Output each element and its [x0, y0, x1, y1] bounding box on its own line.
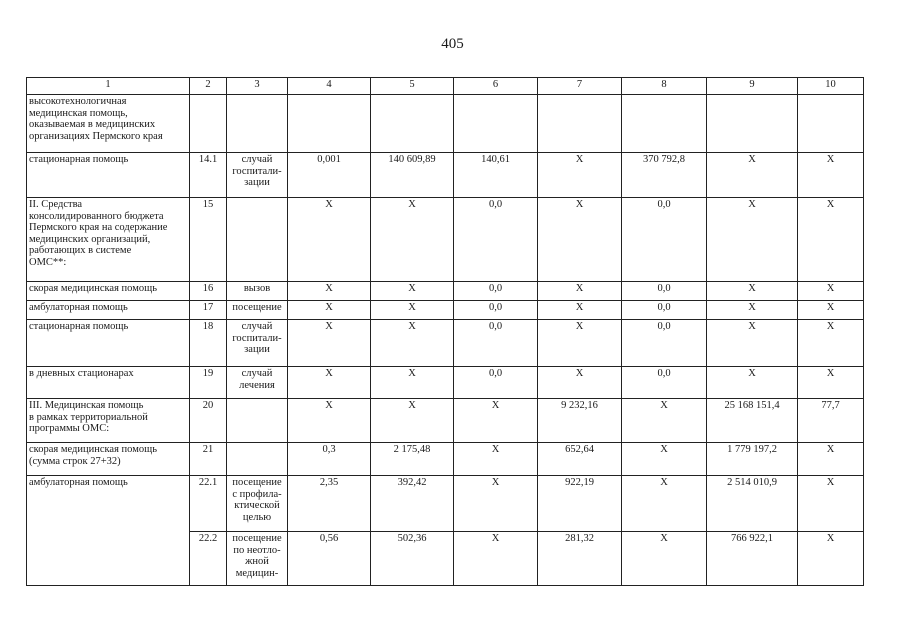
- value-cell: X: [538, 198, 622, 282]
- row-number: 15: [190, 198, 227, 282]
- value-cell: 281,32: [538, 532, 622, 586]
- value-cell: 0,0: [622, 198, 707, 282]
- value-cell: X: [538, 282, 622, 301]
- value-cell: 2 514 010,9: [707, 476, 798, 532]
- value-cell: X: [798, 301, 864, 320]
- value-cell: X: [707, 367, 798, 399]
- value-cell: 0,001: [288, 153, 371, 198]
- value-cell: 370 792,8: [622, 153, 707, 198]
- unit-cell: [227, 95, 288, 153]
- value-cell: 0,0: [454, 367, 538, 399]
- value-cell: 2 175,48: [371, 443, 454, 476]
- value-cell: [798, 95, 864, 153]
- value-cell: 0,0: [622, 367, 707, 399]
- value-cell: X: [798, 476, 864, 532]
- unit-cell: случай лечения: [227, 367, 288, 399]
- value-cell: X: [622, 476, 707, 532]
- row-label: в дневных стационарах: [27, 367, 190, 399]
- unit-cell: вызов: [227, 282, 288, 301]
- row-number: 17: [190, 301, 227, 320]
- value-cell: X: [707, 153, 798, 198]
- value-cell: X: [798, 153, 864, 198]
- value-cell: 0,3: [288, 443, 371, 476]
- value-cell: X: [707, 198, 798, 282]
- value-cell: X: [538, 301, 622, 320]
- value-cell: X: [798, 320, 864, 367]
- value-cell: X: [798, 367, 864, 399]
- value-cell: [538, 95, 622, 153]
- row-number: [190, 95, 227, 153]
- row-label: III. Медицинская помощь в рамках территориальной программы ОМС:: [27, 399, 190, 443]
- value-cell: X: [288, 301, 371, 320]
- value-cell: X: [622, 399, 707, 443]
- unit-cell: посещение с профила- ктической целью: [227, 476, 288, 532]
- table-row: [27, 532, 864, 586]
- column-header: 3: [227, 78, 288, 95]
- table-row: [27, 320, 864, 367]
- value-cell: 652,64: [538, 443, 622, 476]
- column-header: 10: [798, 78, 864, 95]
- value-cell: X: [798, 532, 864, 586]
- row-number: 22.1: [190, 476, 227, 532]
- row-number: 16: [190, 282, 227, 301]
- value-cell: 922,19: [538, 476, 622, 532]
- value-cell: X: [288, 282, 371, 301]
- column-header: 7: [538, 78, 622, 95]
- row-label: амбулаторная помощь: [27, 476, 190, 532]
- header-row: [27, 78, 864, 95]
- value-cell: 140,61: [454, 153, 538, 198]
- data-table: [26, 77, 864, 586]
- row-label: стационарная помощь: [27, 320, 190, 367]
- row-label: [27, 532, 190, 586]
- value-cell: X: [288, 320, 371, 367]
- value-cell: [288, 95, 371, 153]
- row-label: скорая медицинская помощь (сумма строк 27+32): [27, 443, 190, 476]
- unit-cell: случай госпитали- зации: [227, 153, 288, 198]
- value-cell: X: [622, 532, 707, 586]
- value-cell: X: [707, 301, 798, 320]
- value-cell: 0,0: [454, 320, 538, 367]
- table-row: [27, 301, 864, 320]
- value-cell: X: [707, 282, 798, 301]
- unit-cell: случай госпитали- зации: [227, 320, 288, 367]
- column-header: 1: [27, 78, 190, 95]
- value-cell: X: [538, 153, 622, 198]
- table-row: [27, 198, 864, 282]
- value-cell: X: [371, 282, 454, 301]
- unit-cell: [227, 399, 288, 443]
- row-number: 21: [190, 443, 227, 476]
- value-cell: X: [798, 198, 864, 282]
- column-header: 8: [622, 78, 707, 95]
- table-row: [27, 153, 864, 198]
- row-label: II. Средства консолидированного бюджета Пермского края на содержание медицинских организаций, работающих в системе ОМС**:: [27, 198, 190, 282]
- value-cell: X: [288, 399, 371, 443]
- value-cell: 0,0: [454, 282, 538, 301]
- unit-cell: [227, 198, 288, 282]
- value-cell: X: [622, 443, 707, 476]
- row-number: 20: [190, 399, 227, 443]
- value-cell: X: [707, 320, 798, 367]
- value-cell: [707, 95, 798, 153]
- value-cell: 25 168 151,4: [707, 399, 798, 443]
- row-number: 22.2: [190, 532, 227, 586]
- table-row: [27, 476, 864, 532]
- table-row: [27, 399, 864, 443]
- table-row: [27, 282, 864, 301]
- value-cell: X: [538, 320, 622, 367]
- value-cell: 2,35: [288, 476, 371, 532]
- value-cell: 0,56: [288, 532, 371, 586]
- value-cell: [622, 95, 707, 153]
- value-cell: 77,7: [798, 399, 864, 443]
- column-header: 9: [707, 78, 798, 95]
- page-number: 405: [441, 36, 464, 52]
- row-label: амбулаторная помощь: [27, 301, 190, 320]
- value-cell: 1 779 197,2: [707, 443, 798, 476]
- row-number: 14.1: [190, 153, 227, 198]
- value-cell: X: [454, 476, 538, 532]
- value-cell: [371, 95, 454, 153]
- value-cell: 502,36: [371, 532, 454, 586]
- value-cell: 9 232,16: [538, 399, 622, 443]
- value-cell: 0,0: [622, 301, 707, 320]
- column-header: 5: [371, 78, 454, 95]
- value-cell: X: [371, 399, 454, 443]
- value-cell: X: [454, 443, 538, 476]
- value-cell: 766 922,1: [707, 532, 798, 586]
- column-header: 2: [190, 78, 227, 95]
- row-label: высокотехнологичная медицинская помощь, оказываемая в медицинских организациях Пермского края: [27, 95, 190, 153]
- value-cell: X: [371, 320, 454, 367]
- unit-cell: посещение: [227, 301, 288, 320]
- value-cell: 0,0: [622, 282, 707, 301]
- value-cell: 392,42: [371, 476, 454, 532]
- value-cell: X: [454, 399, 538, 443]
- value-cell: X: [288, 198, 371, 282]
- value-cell: X: [798, 443, 864, 476]
- value-cell: X: [538, 367, 622, 399]
- column-header: 6: [454, 78, 538, 95]
- table-row: [27, 95, 864, 153]
- unit-cell: [227, 443, 288, 476]
- row-number: 18: [190, 320, 227, 367]
- value-cell: X: [371, 367, 454, 399]
- value-cell: X: [798, 282, 864, 301]
- value-cell: [454, 95, 538, 153]
- column-header: 4: [288, 78, 371, 95]
- value-cell: 0,0: [454, 301, 538, 320]
- unit-cell: посещение по неотло- жной медицин-: [227, 532, 288, 586]
- table-row: [27, 367, 864, 399]
- value-cell: X: [288, 367, 371, 399]
- value-cell: X: [371, 301, 454, 320]
- value-cell: X: [454, 532, 538, 586]
- value-cell: 0,0: [454, 198, 538, 282]
- row-label: скорая медицинская помощь: [27, 282, 190, 301]
- value-cell: X: [371, 198, 454, 282]
- row-label: стационарная помощь: [27, 153, 190, 198]
- table-row: [27, 443, 864, 476]
- value-cell: 140 609,89: [371, 153, 454, 198]
- value-cell: 0,0: [622, 320, 707, 367]
- row-number: 19: [190, 367, 227, 399]
